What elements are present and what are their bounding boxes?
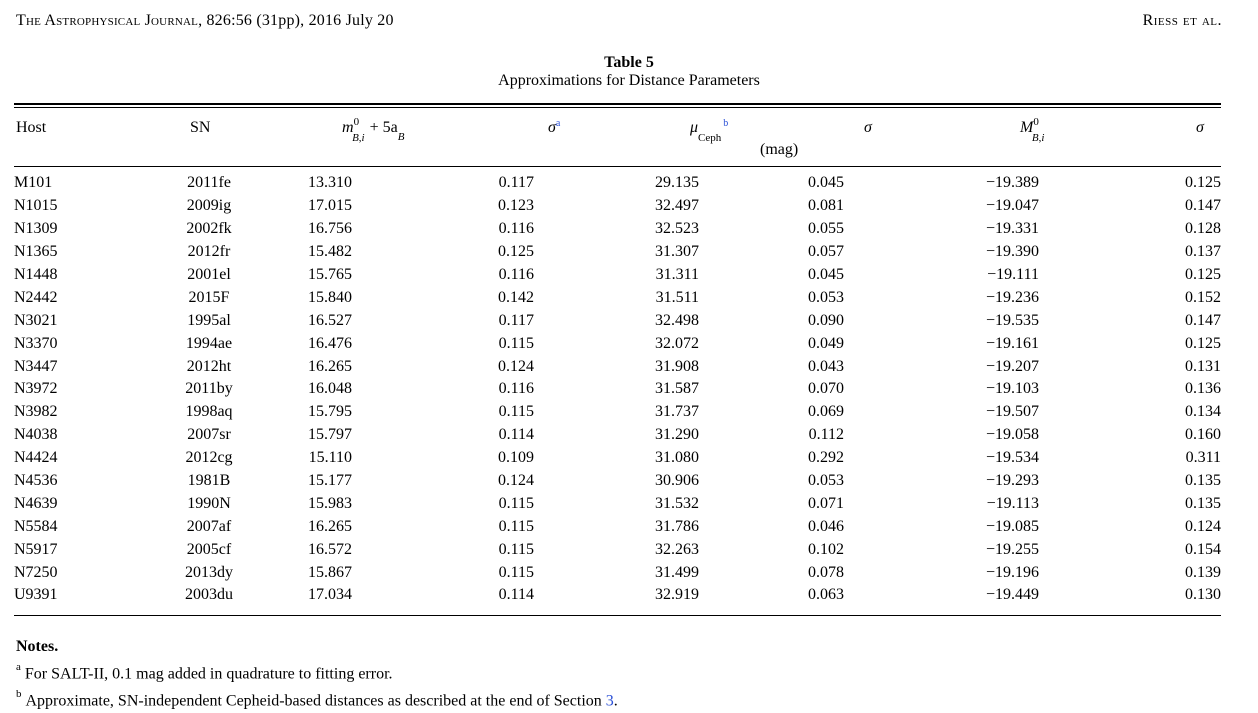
cell-mu-ceph: 31.587 — [655, 380, 699, 398]
cell-sigma-a: 0.115 — [498, 403, 534, 421]
cell-MB: −19.058 — [985, 426, 1039, 444]
cell-sn: 1981B — [187, 472, 231, 490]
cell-MB: −19.196 — [985, 563, 1039, 581]
authors: Riess et al. — [1142, 12, 1222, 29]
footnote-a-ref[interactable]: a — [555, 118, 561, 129]
cell-mB: 15.867 — [308, 563, 352, 581]
cell-mu-ceph: 32.497 — [655, 197, 699, 215]
cell-sn: 2011by — [185, 380, 233, 398]
table-row — [14, 401, 1221, 424]
journal-name: The Astrophysical Journal, — [16, 12, 203, 29]
cell-mB: 16.265 — [308, 517, 352, 535]
citation: 826:56 (31pp), 2016 July 20 — [206, 12, 394, 29]
cell-sigma-a: 0.124 — [498, 472, 534, 490]
cell-MB: −19.085 — [985, 517, 1039, 535]
cell-host: N2442 — [14, 288, 58, 306]
cell-mu-ceph: 31.307 — [655, 243, 699, 261]
footnote-b-text: Approximate, SN-independent Cepheid-based distances as described at the end of Section — [25, 692, 602, 710]
cell-mu-ceph: 31.290 — [655, 426, 699, 444]
cell-sn: 2005cf — [186, 540, 232, 558]
table-row — [14, 332, 1221, 355]
cell-MB: −19.113 — [986, 494, 1039, 512]
section-link[interactable]: 3 — [605, 692, 614, 710]
cell-mB: 15.797 — [308, 426, 352, 444]
cell-mB: 15.177 — [308, 472, 352, 490]
cell-MB: −19.535 — [985, 311, 1039, 329]
footnote-b-end: . — [613, 692, 618, 710]
cell-sigma-a: 0.115 — [498, 494, 534, 512]
cell-sn: 2012ht — [186, 357, 232, 375]
table-row — [14, 355, 1221, 378]
journal-citation — [16, 11, 394, 31]
cell-host: N4639 — [14, 494, 58, 512]
cell-MB: −19.255 — [985, 540, 1039, 558]
col-header-mu-ceph: $\mu_{Ceph}^b$ — [690, 118, 729, 145]
table-row — [14, 447, 1221, 470]
cell-sigma-2: 0.135 — [1185, 494, 1221, 512]
cell-mu-ceph: 31.311 — [655, 266, 699, 283]
cell-mu-ceph: 32.919 — [655, 586, 699, 604]
table-row — [14, 470, 1221, 493]
col-header-host: Host — [16, 119, 47, 136]
footnote-b-mark: b — [16, 688, 22, 701]
table-row — [14, 424, 1221, 447]
footnote-a — [16, 658, 618, 685]
cell-sigma-a: 0.117 — [498, 174, 534, 192]
cell-sigma-a: 0.116 — [498, 380, 534, 398]
cell-sigma-a: 0.116 — [498, 266, 534, 283]
cell-mu-ceph: 32.263 — [655, 540, 699, 558]
table-row — [14, 218, 1221, 241]
cell-mu-ceph: 31.786 — [655, 517, 699, 535]
cell-sigma-a: 0.115 — [498, 334, 534, 352]
cell-mB: 15.482 — [308, 243, 352, 261]
cell-sn: 2002fk — [186, 220, 232, 238]
footnote-b — [16, 685, 618, 712]
cell-mu-ceph: 29.135 — [655, 174, 699, 192]
cell-sn: 1994ae — [185, 334, 233, 352]
table-body — [14, 172, 1221, 607]
cell-mB: 16.476 — [308, 334, 352, 352]
cell-mu-ceph: 31.499 — [655, 563, 699, 581]
table-row — [14, 515, 1221, 538]
cell-host: N5584 — [14, 517, 58, 535]
cell-sigma-2: 0.125 — [1185, 174, 1221, 192]
cell-host: N7250 — [14, 563, 58, 581]
cell-sigma: 0.045 — [808, 266, 844, 283]
cell-sn: 1998aq — [185, 403, 233, 421]
cell-sigma: 0.053 — [808, 472, 844, 490]
cell-MB: −19.207 — [985, 357, 1039, 375]
cell-sigma: 0.045 — [808, 174, 844, 192]
cell-mu-ceph: 31.908 — [655, 357, 699, 375]
cell-host: N1365 — [14, 243, 58, 261]
cell-sigma-a: 0.115 — [498, 540, 534, 558]
footnote-b-ref[interactable]: b — [723, 118, 729, 129]
cell-mu-ceph: 31.532 — [655, 494, 699, 512]
cell-sigma-2: 0.128 — [1185, 220, 1221, 238]
cell-host: N3370 — [14, 334, 58, 352]
cell-sigma: 0.112 — [808, 426, 844, 444]
table-row — [14, 195, 1221, 218]
cell-sigma-a: 0.117 — [498, 311, 534, 329]
cell-sigma-2: 0.147 — [1185, 197, 1221, 215]
cell-MB: −19.507 — [985, 403, 1039, 421]
table-caption: Approximations for Distance Parameters — [498, 72, 760, 89]
cell-mu-ceph: 31.737 — [655, 403, 699, 421]
cell-sigma: 0.057 — [808, 243, 844, 261]
cell-sn: 2001el — [187, 266, 231, 283]
cell-sigma: 0.070 — [808, 380, 844, 398]
unit-label: (mag) — [760, 141, 799, 158]
cell-host: N3021 — [14, 311, 58, 329]
cell-mB: 16.265 — [308, 357, 352, 375]
data-table — [14, 172, 1221, 607]
table-row — [14, 492, 1221, 515]
cell-sigma-2: 0.131 — [1185, 357, 1221, 375]
cell-host: N4536 — [14, 472, 58, 490]
cell-mu-ceph: 30.906 — [655, 472, 699, 490]
cell-sigma-a: 0.114 — [498, 586, 534, 604]
cell-sn: 2013dy — [185, 563, 233, 581]
table-row — [14, 286, 1221, 309]
footnote-a-text: For SALT-II, 0.1 mag added in quadrature to fitting error. — [24, 665, 393, 683]
cell-MB: −19.449 — [985, 586, 1039, 604]
cell-sn: 1995al — [187, 311, 231, 329]
cell-host: N3447 — [14, 357, 58, 375]
cell-MB: −19.293 — [985, 472, 1039, 490]
col-header-mB: $m^0_{B,i} + 5a_B$ — [342, 115, 405, 145]
cell-sigma-2: 0.152 — [1185, 288, 1221, 306]
cell-sigma-2: 0.147 — [1185, 311, 1221, 329]
table-row — [14, 309, 1221, 332]
cell-host: N3982 — [14, 403, 58, 421]
cell-sigma-2: 0.136 — [1185, 380, 1221, 398]
cell-mu-ceph: 31.080 — [655, 449, 699, 467]
cell-host: N3972 — [14, 380, 58, 398]
table-row — [14, 561, 1221, 584]
cell-sigma: 0.090 — [808, 311, 844, 329]
cell-sn: 2012fr — [187, 243, 231, 261]
cell-sigma-a: 0.114 — [498, 426, 534, 444]
cell-sn: 2009ig — [186, 197, 232, 215]
cell-sigma-2: 0.130 — [1185, 586, 1221, 604]
header-rule — [14, 166, 1221, 167]
cell-sigma-2: 0.125 — [1185, 266, 1221, 283]
cell-sigma: 0.078 — [808, 563, 844, 581]
cell-sigma: 0.102 — [808, 540, 844, 558]
cell-MB: −19.534 — [985, 449, 1039, 467]
cell-MB: −19.047 — [985, 197, 1039, 215]
cell-sn: 2011fe — [187, 174, 231, 192]
table-row — [14, 264, 1221, 287]
cell-MB: −19.161 — [985, 334, 1039, 352]
cell-sn: 2007af — [186, 517, 232, 535]
cell-mB: 16.527 — [308, 311, 352, 329]
cell-mB: 15.840 — [308, 288, 352, 306]
cell-mB: 17.034 — [308, 586, 352, 604]
cell-host: U9391 — [14, 586, 58, 604]
cell-sigma-a: 0.115 — [498, 517, 534, 535]
cell-mB: 15.983 — [308, 494, 352, 512]
cell-mB: 16.048 — [308, 380, 352, 398]
cell-mB: 15.795 — [308, 403, 352, 421]
cell-sn: 2003du — [185, 586, 233, 604]
cell-MB: −19.103 — [985, 380, 1039, 398]
cell-host: N1309 — [14, 220, 58, 238]
table-row — [14, 241, 1221, 264]
cell-sigma-a: 0.142 — [498, 288, 534, 306]
bottom-rule — [14, 615, 1221, 616]
cell-sigma: 0.069 — [808, 403, 844, 421]
cell-sigma-a: 0.116 — [498, 220, 534, 238]
cell-sigma-2: 0.125 — [1185, 334, 1221, 352]
table-row — [14, 172, 1221, 195]
cell-MB: −19.390 — [985, 243, 1039, 261]
table-number: Table 5 — [604, 54, 654, 71]
cell-sigma-2: 0.135 — [1185, 472, 1221, 490]
cell-mu-ceph: 32.523 — [655, 220, 699, 238]
table-title — [0, 54, 1258, 90]
cell-host: N1015 — [14, 197, 58, 215]
cell-MB: −19.331 — [985, 220, 1039, 238]
cell-host: N1448 — [14, 266, 58, 283]
cell-sigma: 0.081 — [808, 197, 844, 215]
col-header-sigma: σ — [864, 119, 872, 136]
cell-mu-ceph: 32.498 — [655, 311, 699, 329]
cell-mB: 15.765 — [308, 266, 352, 283]
cell-mB: 15.110 — [308, 449, 352, 467]
notes-title: Notes. — [16, 638, 59, 655]
top-rule — [14, 103, 1221, 105]
col-header-sn: SN — [190, 119, 211, 136]
cell-sigma-a: 0.123 — [498, 197, 534, 215]
cell-mu-ceph: 32.072 — [655, 334, 699, 352]
table-row — [14, 584, 1221, 607]
cell-sigma-a: 0.109 — [498, 449, 534, 467]
cell-sigma-2: 0.154 — [1185, 540, 1221, 558]
cell-host: N5917 — [14, 540, 58, 558]
col-header-sigma-a: σ$^a$ — [548, 118, 561, 136]
cell-sigma: 0.071 — [808, 494, 844, 512]
cell-host: N4424 — [14, 449, 58, 467]
cell-sn: 2007sr — [187, 426, 231, 444]
cell-sn: 2012cg — [185, 449, 233, 467]
cell-sigma-2: 0.311 — [1185, 449, 1221, 467]
cell-sn: 2015F — [188, 288, 230, 306]
cell-MB: −19.389 — [985, 174, 1039, 192]
cell-sigma: 0.043 — [808, 357, 844, 375]
cell-mB: 13.310 — [308, 174, 352, 192]
cell-sigma-2: 0.137 — [1185, 243, 1221, 261]
table-row — [14, 538, 1221, 561]
footnote-a-mark: a — [16, 661, 21, 673]
cell-sigma-2: 0.160 — [1185, 426, 1221, 444]
cell-host: N4038 — [14, 426, 58, 444]
cell-sigma: 0.292 — [808, 449, 844, 467]
col-header-sigma-2: σ — [1196, 119, 1204, 136]
table-notes — [16, 636, 618, 713]
cell-sn: 1990N — [187, 494, 231, 512]
cell-mB: 17.015 — [308, 197, 352, 215]
cell-sigma: 0.055 — [808, 220, 844, 238]
cell-MB: −19.236 — [985, 288, 1039, 306]
cell-mB: 16.572 — [308, 540, 352, 558]
cell-sigma: 0.053 — [808, 288, 844, 306]
cell-sigma-2: 0.139 — [1185, 563, 1221, 581]
cell-mB: 16.756 — [308, 220, 352, 238]
col-header-MB: $M^0_{B,i}$ — [1020, 115, 1045, 145]
cell-host: M101 — [14, 174, 53, 192]
cell-sigma: 0.063 — [808, 586, 844, 604]
cell-MB: −19.111 — [987, 266, 1039, 283]
table-row — [14, 378, 1221, 401]
cell-sigma: 0.049 — [808, 334, 844, 352]
cell-sigma-2: 0.124 — [1185, 517, 1221, 535]
top-rule-thin — [14, 107, 1221, 108]
cell-sigma: 0.046 — [808, 517, 844, 535]
cell-mu-ceph: 31.511 — [655, 288, 699, 306]
cell-sigma-2: 0.134 — [1185, 403, 1221, 421]
cell-sigma-a: 0.125 — [498, 243, 534, 261]
cell-sigma-a: 0.115 — [498, 563, 534, 581]
cell-sigma-a: 0.124 — [498, 357, 534, 375]
